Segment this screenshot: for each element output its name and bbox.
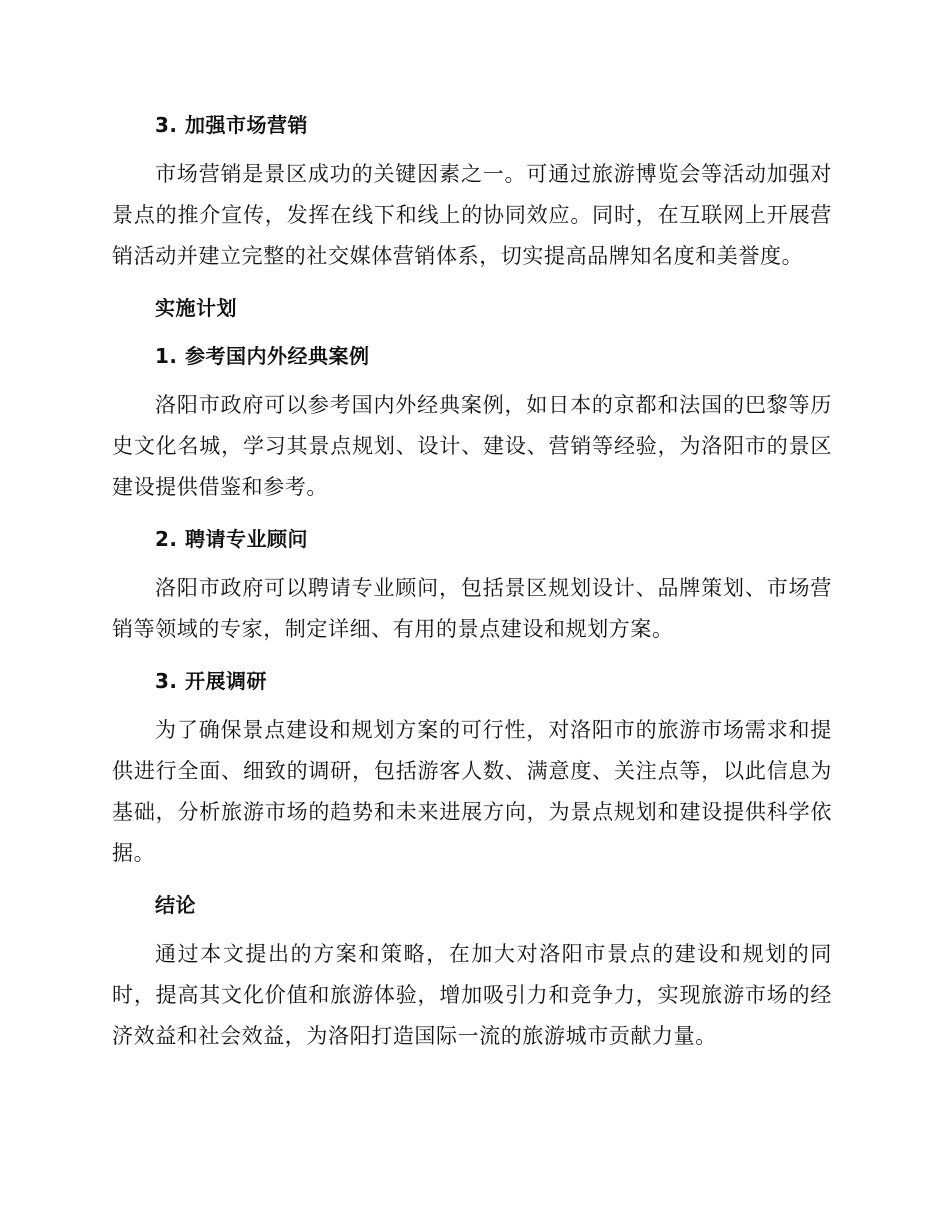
paragraph-marketing: 市场营销是景区成功的关键因素之一。可通过旅游博览会等活动加强对景点的推介宣传，发挥在线下和线上的协同效应。同时，在互联网上开展营销活动并建立完整的社交媒体营销体系，切实提高品牌知名度和美誉度。 <box>112 162 832 268</box>
section-heading-implementation: 实施计划 <box>155 296 237 320</box>
paragraph-research: 为了确保景点建设和规划方案的可行性，对洛阳市的旅游市场需求和提供进行全面、细致的调研，包括游客人数、满意度、关注点等，以此信息为基础，分析旅游市场的趋势和未来进展方向，为景点规划和建设提供科学依据。 <box>112 718 832 865</box>
section-heading-conclusion: 结论 <box>155 893 196 917</box>
paragraph-conclusion: 通过本文提出的方案和策略，在加大对洛阳市景点的建设和规划的同时，提高其文化价值和旅游体验，增加吸引力和竞争力，实现旅游市场的经济效益和社会效益，为洛阳打造国际一流的旅游城市贡献力量。 <box>112 942 832 1048</box>
section-heading-reference-cases: 1. 参考国内外经典案例 <box>155 344 370 368</box>
section-heading-marketing: 3. 加强市场营销 <box>155 113 308 137</box>
paragraph-consultants: 洛阳市政府可以聘请专业顾问，包括景区规划设计、品牌策划、市场营销等领域的专家，制定详细、有用的景点建设和规划方案。 <box>112 576 832 641</box>
document-body <box>112 106 832 1069</box>
section-heading-research: 3. 开展调研 <box>155 669 267 693</box>
section-heading-consultants: 2. 聘请专业顾问 <box>155 527 308 551</box>
paragraph-reference-cases: 洛阳市政府可以参考国内外经典案例，如日本的京都和法国的巴黎等历史文化名城，学习其景点规划、设计、建设、营销等经验，为洛阳市的景区建设提供借鉴和参考。 <box>112 393 832 499</box>
